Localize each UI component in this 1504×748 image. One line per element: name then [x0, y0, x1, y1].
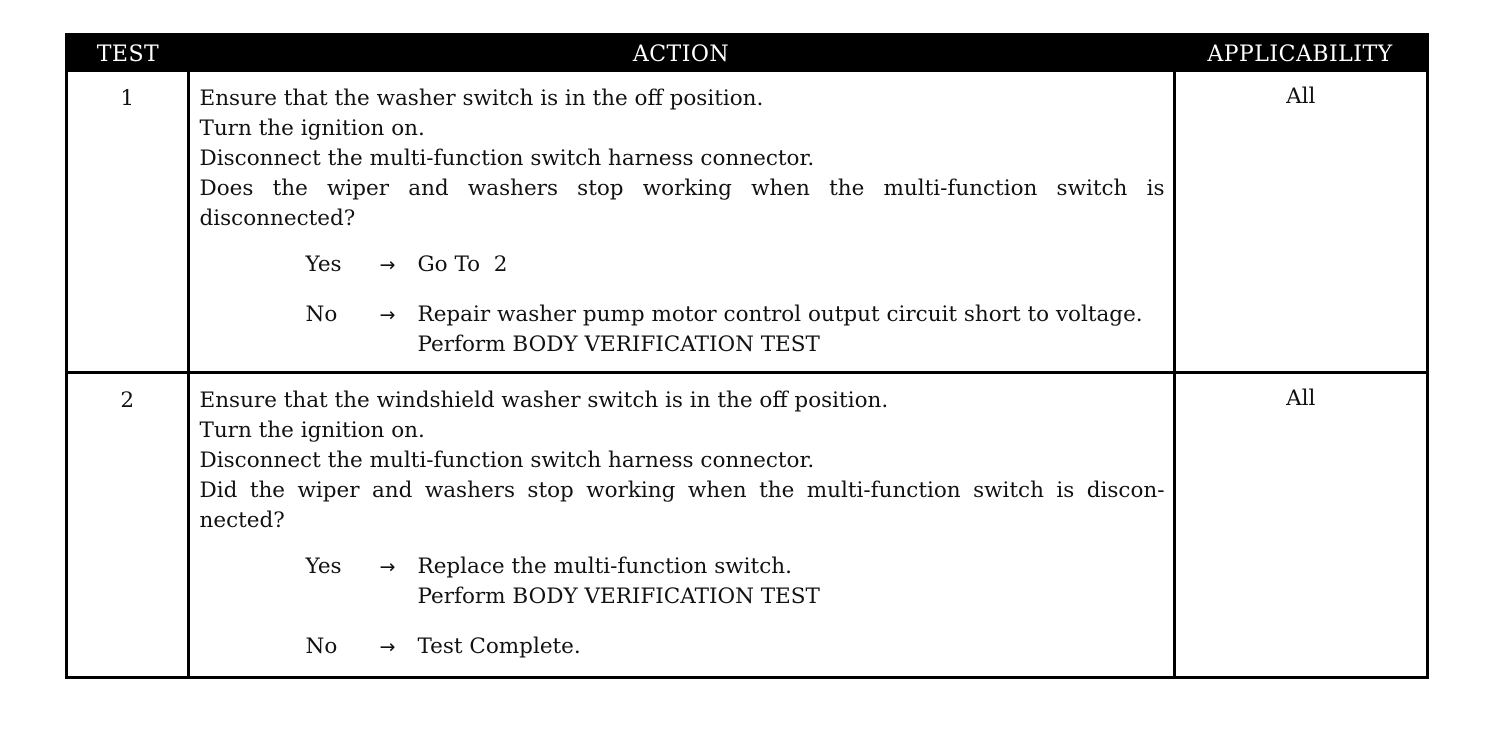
action-line: Turn the ignition on.	[199, 116, 425, 141]
test-table	[68, 36, 1426, 676]
action-question: Did the wiper and washers stop working when the multi-function switch is discon-nected?	[199, 477, 1165, 533]
branch-result	[418, 632, 1165, 662]
branch-result	[418, 300, 1165, 360]
branch-result	[418, 552, 1165, 612]
branch-result-line: Replace the multi-function switch.	[417, 553, 792, 579]
branch-label: No	[305, 633, 338, 659]
action-line: Ensure that the washer switch is in the off position.	[199, 86, 764, 111]
branch-no	[306, 632, 1165, 662]
arrow-icon: →	[379, 555, 396, 578]
branch-label: Yes	[305, 252, 342, 277]
action-cell	[188, 372, 1174, 676]
branch-result-line: Perform BODY VERIFICATION TEST	[417, 583, 820, 609]
diagnostic-table	[65, 33, 1429, 679]
branch-result	[418, 250, 1165, 280]
branch-yes	[306, 552, 1165, 612]
action-line: Ensure that the windshield washer switch is in the off position.	[199, 387, 889, 413]
branch-result-line: Go To 2	[417, 252, 508, 277]
header-applicability: APPLICABILITY	[1174, 36, 1426, 72]
arrow-icon: →	[379, 254, 396, 276]
arrow-icon: →	[379, 635, 396, 658]
table-row	[68, 372, 1426, 676]
branch-no	[306, 300, 1165, 360]
applicability-cell: All	[1174, 372, 1426, 676]
arrow-icon: →	[379, 304, 396, 326]
applicability-cell: All	[1174, 72, 1426, 372]
branch-yes	[306, 250, 1165, 280]
header-test: TEST	[68, 36, 188, 72]
action-cell	[188, 72, 1174, 372]
table-row	[68, 72, 1426, 372]
branch-label: No	[305, 302, 338, 327]
test-number: 1	[120, 86, 135, 111]
branch-result-line: Repair washer pump motor control output circuit short to voltage.	[417, 302, 1143, 327]
test-number: 2	[68, 372, 188, 676]
branch-label: Yes	[305, 553, 342, 579]
header-action: ACTION	[188, 36, 1174, 72]
branch-result-line: Perform BODY VERIFICATION TEST	[417, 332, 820, 357]
header-row	[68, 36, 1426, 72]
branch-result-line: Test Complete.	[417, 633, 581, 659]
action-line: Disconnect the multi-function switch harness connector.	[199, 146, 815, 171]
action-question: Does the wiper and washers stop working when the multi-function switch is disconnected?	[199, 176, 1165, 231]
action-line: Turn the ignition on.	[199, 417, 425, 443]
action-line: Disconnect the multi-function switch harness connector.	[199, 447, 815, 473]
